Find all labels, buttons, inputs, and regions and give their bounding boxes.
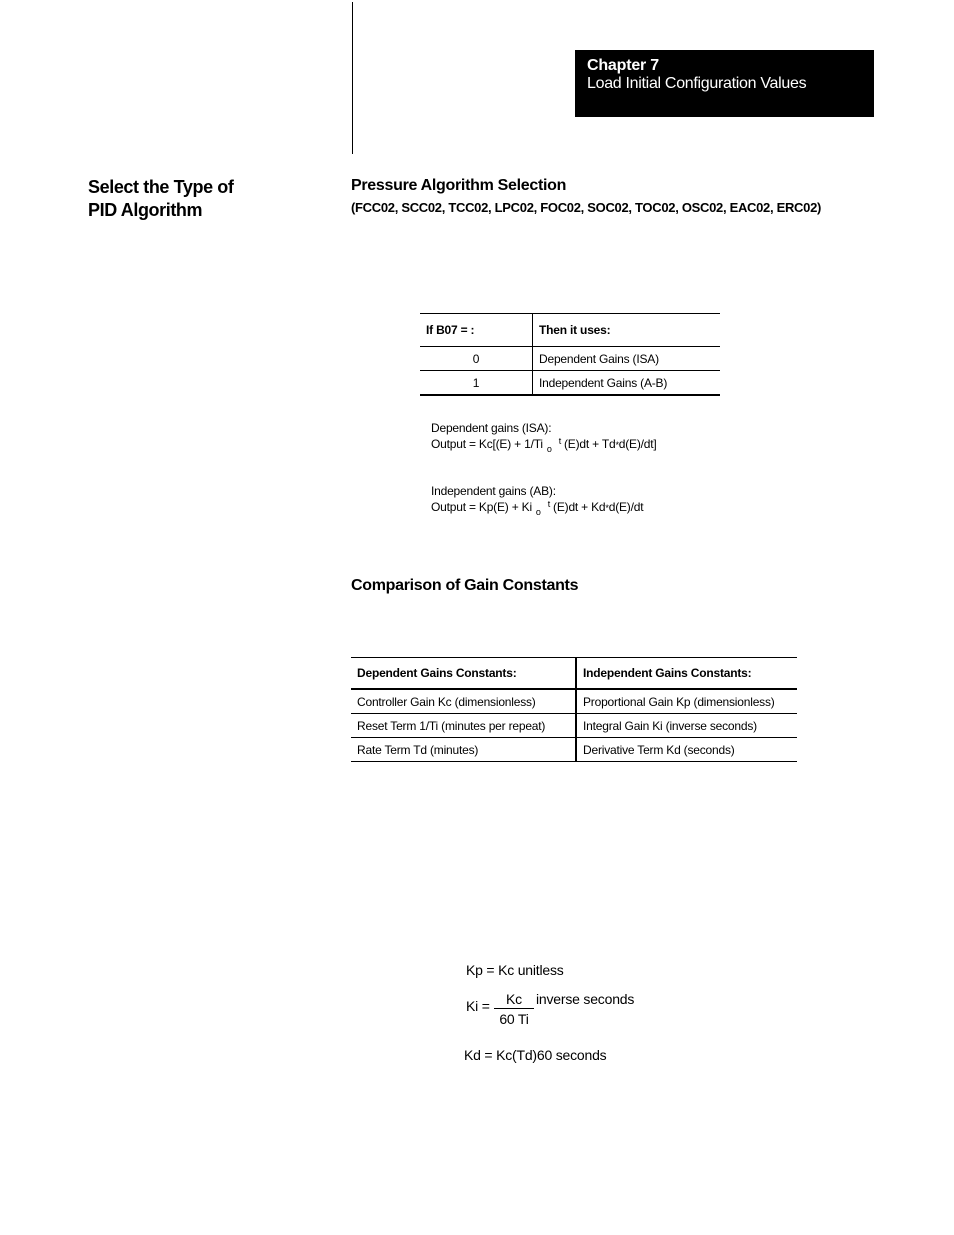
table-row	[351, 738, 797, 762]
integral-lower-limit: o	[535, 507, 541, 517]
independent-gains-equation	[431, 499, 643, 516]
chapter-header	[575, 50, 874, 117]
table-row	[420, 371, 720, 396]
multiply-dot: *	[615, 440, 619, 450]
table-cell: Integral Gain Ki (inverse seconds)	[576, 714, 797, 738]
section-heading-gain-constants: Comparison of Gain Constants	[351, 577, 579, 594]
table-header-row	[420, 314, 720, 347]
formula-part: (E)dt + Kd	[553, 500, 606, 514]
ki-unit: inverse seconds	[536, 991, 635, 1007]
table-cell: 0	[420, 347, 533, 371]
table-cell: 1	[420, 371, 533, 396]
dependent-gains-label: Dependent gains (ISA):	[431, 421, 552, 435]
table-header-row	[351, 658, 797, 690]
side-heading	[88, 176, 288, 222]
table-header-cell: Dependent Gains Constants:	[351, 658, 576, 690]
table-cell: Derivative Term Kd (seconds)	[576, 738, 797, 762]
formula-part: d(E)/dt	[608, 500, 644, 514]
table-row	[351, 689, 797, 714]
ki-lhs: Ki =	[466, 998, 490, 1014]
chapter-number: Chapter 7	[587, 57, 659, 74]
table-cell: Controller Gain Kc (dimensionless)	[351, 689, 576, 714]
integral-lower-limit: o	[546, 444, 552, 454]
ki-numerator: Kc	[506, 991, 522, 1007]
algorithm-selection-table	[420, 313, 720, 396]
integral-upper-limit: t	[547, 499, 551, 509]
chapter-title: Load Initial Configuration Values	[587, 75, 807, 92]
table-cell: Independent Gains (A-B)	[533, 371, 721, 396]
formula-part: d(E)/dt]	[618, 437, 657, 451]
dependent-gains-equation	[431, 436, 657, 453]
formula-part: Output = Kp(E) + Ki	[431, 500, 532, 514]
dependent-gains-formula	[431, 420, 657, 453]
gain-constants-table	[351, 657, 797, 762]
table-header-cell: If B07 = :	[420, 314, 533, 347]
multiply-dot: *	[605, 503, 609, 513]
side-heading-line-2: PID Algorithm	[88, 200, 203, 220]
integral-upper-limit: t	[558, 436, 561, 446]
kp-equation: Kp = Kc unitless	[466, 962, 564, 978]
section-subheading-block-list: (FCC02, SCC02, TCC02, LPC02, FOC02, SOC02, TOC02, OSC02, EAC02, ERC02)	[351, 200, 822, 215]
section-heading-pressure-algorithm: Pressure Algorithm Selection	[351, 177, 567, 194]
margin-rule	[352, 2, 353, 154]
table-header-cell: Then it uses:	[533, 314, 721, 347]
ki-denominator: 60 Ti	[499, 1011, 529, 1027]
table-cell: Dependent Gains (ISA)	[533, 347, 721, 371]
fraction-bar	[494, 1008, 534, 1009]
side-heading-line-1: Select the Type of	[88, 177, 234, 197]
table-cell: Reset Term 1/Ti (minutes per repeat)	[351, 714, 576, 738]
kd-equation: Kd = Kc(Td)60 seconds	[464, 1047, 607, 1063]
formula-part: (E)dt + Td	[564, 437, 616, 451]
independent-gains-label: Independent gains (AB):	[431, 484, 556, 498]
table-cell: Rate Term Td (minutes)	[351, 738, 576, 762]
table-row	[420, 347, 720, 371]
table-row	[351, 714, 797, 738]
table-header-cell: Independent Gains Constants:	[576, 658, 797, 690]
formula-part: Output = Kc[(E) + 1/Ti	[431, 437, 543, 451]
table-cell: Proportional Gain Kp (dimensionless)	[576, 689, 797, 714]
independent-gains-formula	[431, 483, 643, 516]
